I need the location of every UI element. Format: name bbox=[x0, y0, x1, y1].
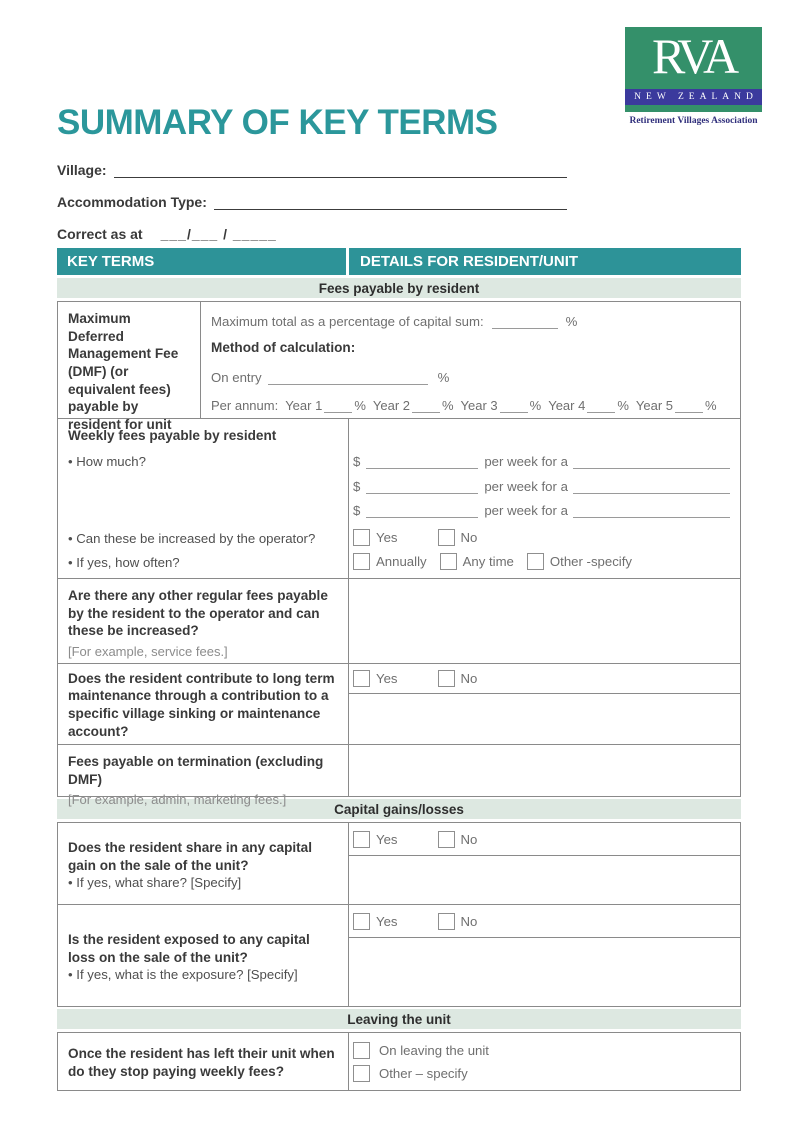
capital-loss-details-cell bbox=[349, 905, 740, 1006]
weekly-fee-line-1 bbox=[353, 445, 730, 469]
termination-term: Fees payable on termination (excluding DMF) bbox=[68, 754, 324, 787]
year-3-input-line[interactable] bbox=[500, 400, 528, 413]
yes-option bbox=[353, 529, 398, 546]
table-row-leaving-unit bbox=[58, 1033, 740, 1090]
capital-loss-term: Is the resident exposed to any capital loss on the sale of the unit? bbox=[68, 932, 310, 965]
capital-section-block bbox=[57, 822, 741, 1007]
other-option bbox=[353, 1065, 740, 1082]
termination-term-cell bbox=[58, 745, 349, 808]
year-1-label: Year 1 bbox=[285, 398, 323, 413]
other-fees-term: Are there any other regular fees payable by the resident to the operator and can these be increased? bbox=[68, 588, 328, 639]
village-field bbox=[57, 159, 567, 178]
capital-gain-answer-area[interactable] bbox=[349, 856, 740, 904]
checkbox-capital-gain-yes[interactable] bbox=[353, 831, 370, 848]
rva-logo-region-band: NEW ZEALAND bbox=[625, 89, 762, 105]
checkbox-increase-no[interactable] bbox=[438, 529, 455, 546]
no-label: No bbox=[460, 913, 478, 929]
accommodation-field bbox=[57, 191, 567, 210]
checkbox-increase-yes[interactable] bbox=[353, 529, 370, 546]
how-much-question: • How much? bbox=[68, 453, 146, 469]
capital-loss-term-cell bbox=[58, 905, 349, 1006]
no-option bbox=[438, 529, 478, 546]
checkbox-on-leaving[interactable] bbox=[353, 1042, 370, 1059]
per-week-label: per week for a bbox=[484, 454, 568, 470]
table-row-long-term-maintenance bbox=[58, 663, 740, 744]
capital-loss-sub-question: • If yes, what is the exposure? [Specify] bbox=[68, 966, 298, 982]
dmf-term: Maximum Deferred Management Fee (DMF) (or equivalent fees) payable by resident for unit bbox=[68, 311, 179, 433]
year-3-label: Year 3 bbox=[460, 398, 498, 413]
fee-amount-line-2[interactable] bbox=[366, 481, 478, 494]
increase-question: • Can these be increased by the operator? bbox=[68, 531, 316, 546]
weekly-details-cell bbox=[349, 419, 740, 578]
rva-logo-mark bbox=[625, 27, 762, 89]
on-entry-input-line[interactable] bbox=[268, 372, 428, 385]
checkbox-long-term-yes[interactable] bbox=[353, 670, 370, 687]
fee-unit-line-3[interactable] bbox=[573, 505, 730, 518]
percent-sign: % bbox=[565, 314, 578, 329]
yes-label: Yes bbox=[376, 913, 398, 929]
capital-loss-answer-area[interactable] bbox=[349, 938, 740, 1006]
intro-fields bbox=[57, 159, 567, 255]
weekly-fee-line-3 bbox=[353, 494, 730, 518]
max-total-line bbox=[211, 314, 732, 329]
fees-section-block bbox=[57, 301, 741, 808]
col-header-details: DETAILS FOR RESIDENT/UNIT bbox=[349, 248, 741, 275]
yes-label: Yes bbox=[376, 831, 398, 847]
termination-example: [For example, admin, marketing fees.] bbox=[68, 792, 287, 808]
table-row-termination-fees bbox=[58, 744, 740, 808]
no-label: No bbox=[460, 671, 478, 686]
per-week-label: per week for a bbox=[484, 502, 568, 518]
no-option bbox=[438, 831, 478, 848]
on-leaving-label: On leaving the unit bbox=[379, 1042, 489, 1058]
long-term-term: Does the resident contribute to long term maintenance through a contribution to a specific village sinking or maintenance account? bbox=[68, 670, 335, 739]
checkbox-capital-loss-yes[interactable] bbox=[353, 913, 370, 930]
key-terms-table bbox=[57, 248, 741, 1091]
checkbox-capital-loss-no[interactable] bbox=[438, 913, 455, 930]
village-label: Village: bbox=[57, 162, 107, 178]
capital-gain-yes-no-row bbox=[349, 823, 740, 856]
percent-sign: % bbox=[437, 370, 450, 385]
checkbox-any-time[interactable] bbox=[440, 553, 457, 570]
annually-label: Annually bbox=[376, 553, 427, 569]
no-label: No bbox=[460, 831, 478, 847]
any-time-label: Any time bbox=[462, 553, 514, 569]
yes-option bbox=[353, 670, 398, 687]
fee-amount-line-3[interactable] bbox=[366, 505, 478, 518]
year-2-segment bbox=[373, 398, 454, 413]
section-header-fees: Fees payable by resident bbox=[57, 278, 741, 298]
leaving-details-cell bbox=[349, 1033, 740, 1090]
correct-as-at-field bbox=[57, 223, 567, 242]
year-4-label: Year 4 bbox=[548, 398, 586, 413]
checkbox-leaving-other[interactable] bbox=[353, 1065, 370, 1082]
capital-gain-term: Does the resident share in any capital gain on the sale of the unit? bbox=[68, 840, 313, 873]
rva-logo-green-strip bbox=[625, 105, 762, 112]
col-header-key-terms: KEY TERMS bbox=[57, 248, 346, 275]
leaving-other-label: Other – specify bbox=[379, 1065, 468, 1081]
fee-amount-line-1[interactable] bbox=[366, 456, 478, 469]
long-term-answer-area[interactable] bbox=[349, 694, 740, 744]
annually-option bbox=[353, 553, 427, 570]
no-option bbox=[438, 913, 478, 930]
dmf-term-cell bbox=[58, 302, 201, 433]
section-header-capital: Capital gains/losses bbox=[57, 799, 741, 819]
percent-sign: % bbox=[354, 398, 366, 413]
capital-gain-sub-question: • If yes, what share? [Specify] bbox=[68, 874, 242, 890]
per-week-label: per week for a bbox=[484, 478, 568, 494]
checkbox-capital-gain-no[interactable] bbox=[438, 831, 455, 848]
per-annum-label: Per annum: bbox=[211, 398, 279, 413]
any-time-option bbox=[440, 553, 514, 570]
percent-sign: % bbox=[529, 398, 542, 413]
on-leaving-option bbox=[353, 1042, 740, 1059]
year-1-segment bbox=[285, 398, 366, 413]
table-row-weekly-fees bbox=[58, 418, 740, 578]
accommodation-input-line[interactable] bbox=[214, 195, 567, 210]
weekly-fee-line-2 bbox=[353, 469, 730, 493]
long-term-term-cell bbox=[58, 664, 349, 744]
other-fees-example: [For example, service fees.] bbox=[68, 644, 228, 660]
year-4-segment bbox=[548, 398, 629, 413]
increase-yes-no-row bbox=[353, 529, 730, 546]
rva-logo-acronym: RVA bbox=[651, 28, 736, 84]
section-header-leaving: Leaving the unit bbox=[57, 1009, 741, 1029]
table-row-capital-loss bbox=[58, 904, 740, 1006]
leaving-section-block bbox=[57, 1032, 741, 1091]
long-term-yes-no-row bbox=[349, 664, 740, 694]
other-specify-label: Other -specify bbox=[549, 553, 632, 569]
percent-sign: % bbox=[441, 398, 454, 413]
year-3-segment bbox=[461, 398, 542, 413]
on-entry-line bbox=[211, 370, 732, 385]
max-total-input-line[interactable] bbox=[492, 316, 558, 329]
rva-logo bbox=[625, 27, 762, 126]
yes-label: Yes bbox=[376, 671, 398, 686]
other-fees-answer-cell[interactable] bbox=[349, 579, 740, 663]
other-specify-option bbox=[527, 553, 632, 570]
yes-label: Yes bbox=[376, 529, 398, 545]
how-often-question: • If yes, how often? bbox=[68, 555, 180, 570]
village-input-line[interactable] bbox=[114, 163, 567, 178]
no-label: No bbox=[460, 529, 478, 545]
fee-unit-line-1[interactable] bbox=[573, 456, 730, 469]
how-often-options-row bbox=[353, 553, 730, 570]
table-header-row bbox=[57, 248, 741, 275]
year-2-input-line[interactable] bbox=[412, 400, 440, 413]
no-option bbox=[438, 670, 478, 687]
year-4-input-line[interactable] bbox=[587, 400, 615, 413]
leaving-term: Once the resident has left their unit when do they stop paying weekly fees? bbox=[68, 1045, 335, 1079]
dmf-details-cell bbox=[201, 302, 740, 418]
percent-sign: % bbox=[617, 398, 629, 413]
rva-logo-tagline: Retirement Villages Association bbox=[629, 116, 758, 126]
termination-answer-cell[interactable] bbox=[349, 745, 740, 796]
checkbox-long-term-no[interactable] bbox=[438, 670, 455, 687]
per-annum-line bbox=[211, 398, 732, 413]
leaving-term-cell bbox=[58, 1033, 349, 1090]
dollar-sign: $ bbox=[353, 478, 361, 494]
checkbox-annually[interactable] bbox=[353, 553, 370, 570]
year-2-label: Year 2 bbox=[372, 398, 410, 413]
checkbox-other-specify[interactable] bbox=[527, 553, 544, 570]
capital-gain-term-cell bbox=[58, 823, 349, 904]
fee-unit-line-2[interactable] bbox=[573, 481, 730, 494]
table-row-capital-gain bbox=[58, 823, 740, 904]
on-entry-label: On entry bbox=[211, 370, 262, 385]
table-row-other-fees bbox=[58, 578, 740, 663]
weekly-term-cell bbox=[58, 419, 349, 578]
dollar-sign: $ bbox=[353, 502, 361, 518]
year-1-input-line[interactable] bbox=[324, 400, 352, 413]
capital-gain-details-cell bbox=[349, 823, 740, 904]
correct-as-at-label: Correct as at bbox=[57, 226, 143, 242]
percent-sign: % bbox=[705, 398, 717, 413]
other-fees-term-cell bbox=[58, 579, 349, 663]
year-5-segment bbox=[636, 398, 717, 413]
method-of-calculation-label: Method of calculation: bbox=[211, 340, 356, 355]
date-input-blank[interactable]: ___/___ / _____ bbox=[160, 226, 277, 242]
yes-option bbox=[353, 831, 398, 848]
year-5-label: Year 5 bbox=[635, 398, 673, 413]
long-term-details-cell bbox=[349, 664, 740, 744]
capital-loss-yes-no-row bbox=[349, 905, 740, 938]
table-row-dmf bbox=[58, 302, 740, 433]
dollar-sign: $ bbox=[353, 454, 361, 470]
yes-option bbox=[353, 913, 398, 930]
page-title: SUMMARY OF KEY TERMS bbox=[57, 103, 498, 142]
weekly-term: Weekly fees payable by resident bbox=[68, 428, 277, 443]
accommodation-label: Accommodation Type: bbox=[57, 194, 207, 210]
year-5-input-line[interactable] bbox=[675, 400, 703, 413]
max-total-label: Maximum total as a percentage of capital sum: bbox=[211, 314, 484, 329]
